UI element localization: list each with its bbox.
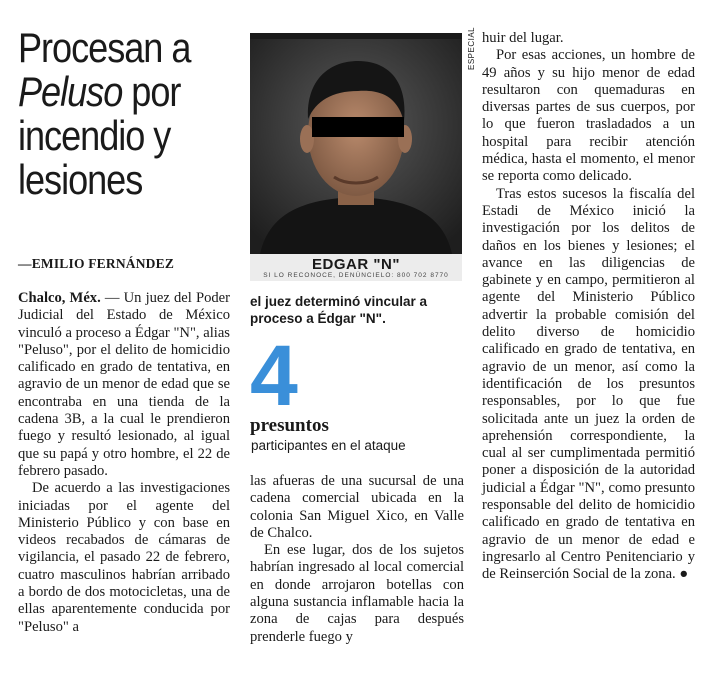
byline: —EMILIO FERNÁNDEZ xyxy=(18,256,175,271)
stat-sublabel: participantes en el ataque xyxy=(251,438,406,453)
stat-number: 4 xyxy=(250,328,298,424)
paragraph: las afueras de una sucursal de una cadena comercial ubicada en la colonia San Miguel Xico, en Valle de Chalco. xyxy=(250,473,464,541)
paragraph: Por esas acciones, un hombre de 49 años y su hijo menor de edad resultaron con quemaduras en diversas partes de sus cuerpos, por lo que fueron trasladados a un hospital para recibir atención médica, hasta el momento, el menor se reporta como delicado. xyxy=(482,47,695,185)
headline-line-2-rest: por xyxy=(122,68,181,115)
caption-line: el juez determinó vincular a xyxy=(250,294,428,309)
headline xyxy=(18,26,190,202)
suspect-portrait-image xyxy=(250,39,462,254)
eye-censor-bar xyxy=(312,117,404,137)
paragraph: En ese lugar, dos de los sujetos habrían ingresado al local comercial en donde arrojaron botellas con alguna sustancia inflamable hacia la zona de cajas para después prenderle fuego y xyxy=(250,542,464,645)
suspect-photo xyxy=(250,39,462,254)
dateline: Chalco, Méx. xyxy=(18,290,101,306)
paragraph-text: Tras estos sucesos la fiscalía del Estadi de México inició la investigación por los delitos de daños en los bienes y lesiones; el avance en las diligencias de gabinete y en campo, permitieron al agente del Ministerio Público advertir la probable comisión del delito diverso de homicidio calificado en grado de tentativa, en agravio de un menor, así como la identificación de los presuntos responsables, por lo que fue solicitada ante un juez la orden de aprehensión correspondiente, la cual al ser cumplimentada permitió poner a disposición de la autoridad judicial a Édgar "N", como presunto responsable del delito de homicidio calificado en grado de tentativa en agravio de un menor de edad e ingresarlo al Centro Penitenciario y de Reinserción Social de la zona. xyxy=(482,185,695,583)
photo-name-plate xyxy=(250,254,462,281)
headline-line-2 xyxy=(18,70,190,114)
photo-caption xyxy=(250,293,465,327)
stat-label: presuntos xyxy=(250,415,329,436)
headline-line-3: incendio y xyxy=(18,112,171,159)
suspect-name: EDGAR "N" xyxy=(312,256,400,273)
paragraph xyxy=(18,290,230,480)
column-2 xyxy=(250,473,464,646)
paragraph: De acuerdo a las investigaciones iniciadas por el agente del Ministerio Público y con base en videos recabados de cámaras de vigilancia, el pasado 22 de febrero, cuatro masculinos habrían arribado a bordo de dos motocicletas, una de ellas aparentemente conducida por "Peluso" a xyxy=(18,480,230,635)
headline-alias: Peluso xyxy=(18,68,123,115)
photo-credit-vertical: ESPECIAL xyxy=(467,26,476,70)
paragraph xyxy=(482,186,695,584)
headline-line-1: Procesan a xyxy=(18,24,191,71)
paragraph-text: — Un juez del Poder Judicial del Estado de México vinculó a proceso a Édgar "N", alias "Peluso", por el delito de homicidio calificado en grado de tentativa, en agravio de un menor de edad que se encontraba en una tienda de la cadena 3B, a la cual le prendieron fuego y resultó lesionado, al igual que su papá y otro hombre, el 22 de febrero pasado. xyxy=(18,290,231,479)
end-mark-icon: ● xyxy=(679,566,689,583)
column-3 xyxy=(482,30,695,584)
report-notice: SI LO RECONOCE, DENÚNCIELO: 800 702 8770 xyxy=(263,272,449,279)
paragraph: huir del lugar. xyxy=(482,30,564,46)
headline-line-4: lesiones xyxy=(18,156,143,203)
caption-line: proceso a Édgar "N". xyxy=(250,311,386,326)
column-1 xyxy=(18,290,230,636)
